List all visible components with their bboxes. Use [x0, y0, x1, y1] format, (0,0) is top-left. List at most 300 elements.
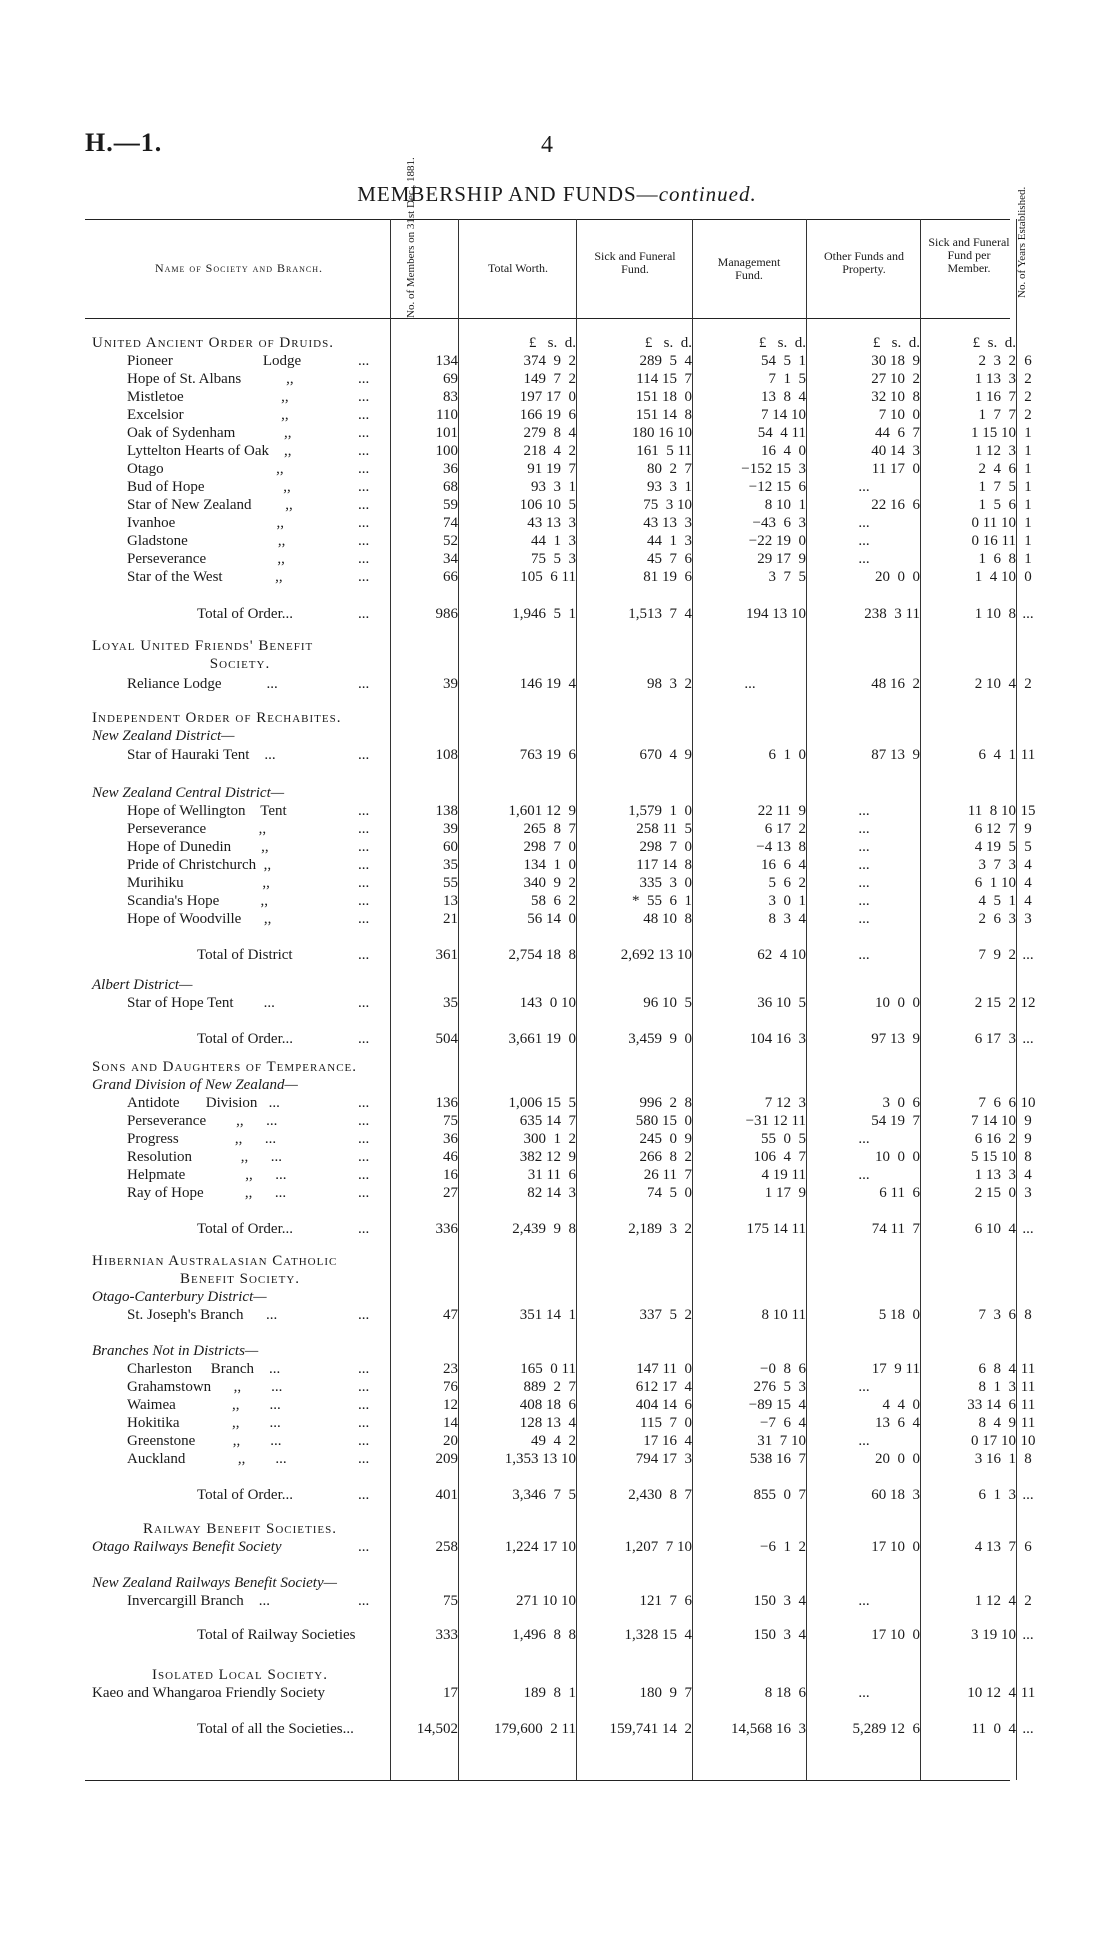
row-name: Mistletoe ,, [127, 389, 289, 405]
row-leader-dots: ... [358, 803, 370, 819]
cell-of: ... [858, 1593, 870, 1609]
row-name: New Zealand Central District— [92, 785, 285, 801]
row-name: Sons and Daughters of Temperance. [92, 1059, 358, 1075]
cell-mf: 54 5 1 [761, 353, 806, 369]
cell-sf: 81 19 6 [643, 569, 692, 585]
cell-yrs: 8 [1024, 1307, 1032, 1323]
row-name: Oak of Sydenham ,, [127, 425, 292, 441]
cell-mem: 986 [435, 606, 458, 622]
cell-mem: 401 [435, 1487, 458, 1503]
row-leader-dots: ... [358, 1361, 370, 1377]
cell-sf: 48 10 8 [643, 911, 692, 927]
row-name: Perseverance ,, [127, 821, 267, 837]
cell-mem: 14,502 [416, 1721, 458, 1737]
cell-mf: 5 6 2 [768, 875, 806, 891]
cell-tw: 2,754 18 8 [508, 947, 576, 963]
table-row [0, 460, 1114, 478]
cell-yrs: 1 [1024, 497, 1032, 513]
cell-pm: 8 4 9 [978, 1415, 1016, 1431]
cell-sf: 44 1 3 [647, 533, 692, 549]
cell-sf: 180 9 7 [639, 1685, 692, 1701]
row-name: Total of Railway Societies [197, 1627, 356, 1643]
row-name: Perseverance ,, ... [127, 1113, 278, 1129]
cell-mem: 16 [443, 1167, 458, 1183]
table-row [0, 1306, 1114, 1324]
cell-yrs: ... [1022, 1221, 1034, 1237]
cell-mf: 8 10 11 [761, 1307, 806, 1323]
cell-mf: −0 8 6 [760, 1361, 806, 1377]
row-leader-dots: ... [358, 1307, 370, 1323]
cell-pm: 4 13 7 [974, 1539, 1016, 1555]
row-name: Reliance Lodge ... [127, 676, 278, 692]
cell-of: 40 14 3 [871, 443, 920, 459]
cell-mem: 74 [443, 515, 458, 531]
cell-sf: 17 16 4 [643, 1433, 692, 1449]
cell-mem: 21 [443, 911, 458, 927]
row-name: Invercargill Branch ... [127, 1593, 271, 1609]
cell-mem: 36 [443, 1131, 458, 1147]
table-row [0, 1058, 1114, 1076]
cell-pm: 8 1 3 [978, 1379, 1016, 1395]
row-leader-dots: ... [358, 461, 370, 477]
cell-mf: 55 0 5 [761, 1131, 806, 1147]
row-name: Star of the West ,, [127, 569, 283, 585]
cell-of: ... [858, 803, 870, 819]
cell-sf: 258 11 5 [636, 821, 692, 837]
cell-tw: 91 19 7 [527, 461, 576, 477]
cell-yrs: 1 [1024, 443, 1032, 459]
title-italic: continued. [658, 182, 757, 206]
cell-tw: 265 8 7 [523, 821, 576, 837]
cell-mem: 76 [443, 1379, 458, 1395]
cell-yrs: 3 [1024, 1185, 1032, 1201]
cell-pm: 2 15 0 [974, 1185, 1016, 1201]
table-row [0, 892, 1114, 910]
row-leader-dots: ... [358, 479, 370, 495]
table-row [0, 1720, 1114, 1738]
row-leader-dots: ... [358, 1451, 370, 1467]
table-row [0, 1414, 1114, 1432]
cell-of: ... [858, 911, 870, 927]
cell-tw: 382 12 9 [519, 1149, 576, 1165]
page-number: 4 [541, 132, 553, 158]
table-row [0, 675, 1114, 693]
cell-mf: −43 6 3 [752, 515, 806, 531]
header-other-funds: Other Funds and Property. [824, 249, 904, 276]
cell-sf: 115 7 0 [640, 1415, 692, 1431]
table-row [0, 1684, 1114, 1702]
cell-of: 54 19 7 [871, 1113, 920, 1129]
row-leader-dots: ... [358, 911, 370, 927]
cell-of: ... [858, 551, 870, 567]
table-row [0, 910, 1114, 928]
table-row [0, 637, 1114, 655]
table-row [0, 994, 1114, 1012]
row-leader-dots: ... [358, 1167, 370, 1183]
cell-mf: 22 11 9 [757, 803, 806, 819]
cell-of: 5 18 0 [878, 1307, 920, 1323]
row-name: Antidote Division ... [127, 1095, 280, 1111]
cell-mem: 209 [435, 1451, 458, 1467]
cell-mf: 6 1 0 [768, 747, 806, 763]
header-total-worth: Total Worth. [488, 261, 548, 275]
cell-sf: 180 16 10 [632, 425, 692, 441]
cell-of: 97 13 9 [871, 1031, 920, 1047]
row-leader-dots: ... [358, 443, 370, 459]
cell-of: 30 18 9 [871, 353, 920, 369]
cell-yrs: 0 [1024, 569, 1032, 585]
cell-of: ... [858, 479, 870, 495]
cell-pm: 3 16 1 [974, 1451, 1016, 1467]
cell-yrs: ... [1022, 1627, 1034, 1643]
table-row [0, 1574, 1114, 1592]
cell-yrs: 3 [1024, 911, 1032, 927]
cell-tw: 189 8 1 [523, 1685, 576, 1701]
cell-mem: 101 [435, 425, 458, 441]
table-row [0, 406, 1114, 424]
cell-mem: 75 [443, 1593, 458, 1609]
cell-of: 32 10 8 [871, 389, 920, 405]
row-name: Hibernian Australasian Catholic [92, 1253, 338, 1269]
cell-mem: 68 [443, 479, 458, 495]
table-row [0, 550, 1114, 568]
cell-tw: 105 6 11 [520, 569, 576, 585]
row-name: Star of New Zealand ,, [127, 497, 293, 513]
table-row [0, 514, 1114, 532]
cell-pm: 6 17 3 [974, 1031, 1016, 1047]
cell-mem: 23 [443, 1361, 458, 1377]
cell-pm: 1 16 7 [974, 389, 1016, 405]
cell-sf: 1,513 7 4 [628, 606, 692, 622]
cell-of: 20 0 0 [875, 1451, 920, 1467]
row-leader-dots: ... [358, 533, 370, 549]
cell-mf: 3 7 5 [768, 569, 806, 585]
table-row [0, 1486, 1114, 1504]
row-leader-dots: ... [358, 1221, 370, 1237]
cell-yrs: 9 [1024, 1113, 1032, 1129]
cell-pm: 6 12 7 [974, 821, 1016, 837]
row-name: Railway Benefit Societies. [143, 1521, 337, 1537]
cell-yrs: 1 [1024, 551, 1032, 567]
row-name: Waimea ,, ... [127, 1397, 281, 1413]
cell-sf: 298 7 0 [639, 839, 692, 855]
page-identifier: H.—1. [85, 128, 163, 157]
table-row [0, 1112, 1114, 1130]
cell-mf: 29 17 9 [757, 551, 806, 567]
cell-tw: 58 6 2 [531, 893, 576, 909]
cell-pm: 1 15 10 [971, 425, 1016, 441]
row-name: Pride of Christchurch ,, [127, 857, 272, 873]
cell-of: ... [858, 875, 870, 891]
row-name: Benefit Society. [179, 1271, 301, 1287]
row-leader-dots: ... [358, 515, 370, 531]
cell-pm: 1 13 3 [974, 371, 1016, 387]
table-bottom-rule [85, 1780, 1010, 1781]
cell-of: 74 11 7 [871, 1221, 920, 1237]
cell-pm: 7 9 2 [978, 947, 1016, 963]
cell-mem: 136 [435, 1095, 458, 1111]
cell-sf: 794 17 3 [635, 1451, 692, 1467]
row-name: Pioneer Lodge [127, 353, 302, 369]
cell-of: ... [858, 1433, 870, 1449]
cell-mf: 36 10 5 [757, 995, 806, 1011]
cell-mf: 8 18 6 [764, 1685, 806, 1701]
cell-yrs: 4 [1024, 875, 1032, 891]
cell-mem: 52 [443, 533, 458, 549]
cell-mf: ... [744, 676, 756, 692]
cell-pm: 7 3 6 [978, 1307, 1016, 1323]
cell-pm: 0 11 10 [971, 515, 1016, 531]
cell-of: ... [858, 533, 870, 549]
cell-mem: 36 [443, 461, 458, 477]
cell-mf: 104 16 3 [749, 1031, 806, 1047]
cell-mf: 6 17 2 [764, 821, 806, 837]
cell-of: 17 10 0 [871, 1627, 920, 1643]
cell-mem: 138 [435, 803, 458, 819]
cell-sf: 1,579 1 0 [628, 803, 692, 819]
cell-tw: 374 9 2 [523, 353, 576, 369]
cell-mem: 39 [443, 821, 458, 837]
cell-mf: 1 17 9 [764, 1185, 806, 1201]
cell-of: 7 10 0 [878, 407, 920, 423]
row-leader-dots: ... [358, 1539, 370, 1555]
cell-pm: 7 6 6 [978, 1095, 1016, 1111]
cell-sf: 289 5 4 [639, 353, 692, 369]
cell-pm: 4 19 5 [974, 839, 1016, 855]
cell-sf: 114 15 7 [636, 371, 692, 387]
cell-sf: 612 17 4 [635, 1379, 692, 1395]
table-row [0, 709, 1114, 727]
cell-sf: 159,741 14 2 [609, 1721, 692, 1737]
row-name: Hokitika ,, ... [127, 1415, 281, 1431]
cell-pm: 33 14 6 [967, 1397, 1016, 1413]
row-leader-dots: ... [358, 1593, 370, 1609]
cell-yrs: 9 [1024, 821, 1032, 837]
cell-of: 10 0 0 [875, 995, 920, 1011]
cell-mf: 194 13 10 [746, 606, 806, 622]
table-row [0, 1148, 1114, 1166]
row-leader-dots: ... [358, 1149, 370, 1165]
table-row [0, 1130, 1114, 1148]
cell-yrs: 4 [1024, 1167, 1032, 1183]
row-name: United Ancient Order of Druids. [92, 335, 334, 351]
cell-sf: 670 4 9 [639, 747, 692, 763]
cell-pm: 2 3 2 [978, 353, 1016, 369]
cell-yrs: 1 [1024, 515, 1032, 531]
row-leader-dots: ... [358, 1095, 370, 1111]
header-members: No. of Members on 31st Dec., 1881. [405, 157, 417, 318]
cell-tw: 1,006 15 5 [508, 1095, 576, 1111]
table-row [0, 370, 1114, 388]
cell-of: 13 6 4 [875, 1415, 920, 1431]
cell-pm: 1 12 3 [974, 443, 1016, 459]
cell-sf: 93 3 1 [647, 479, 692, 495]
row-name: Kaeo and Whangaroa Friendly Society [92, 1685, 325, 1701]
cell-mf: 8 3 4 [768, 911, 806, 927]
row-name: Resolution ,, ... [127, 1149, 283, 1165]
row-leader-dots: ... [358, 371, 370, 387]
row-leader-dots: ... [358, 1131, 370, 1147]
cell-tw: 3,661 19 0 [508, 1031, 576, 1047]
cell-tw: 165 0 11 [520, 1361, 576, 1377]
cell-tw: 146 19 4 [519, 676, 576, 692]
row-leader-dots: ... [358, 1397, 370, 1413]
cell-of: 48 16 2 [871, 676, 920, 692]
cell-of: ... [858, 515, 870, 531]
cell-tw: 179,600 2 11 [494, 1721, 576, 1737]
row-leader-dots: ... [358, 821, 370, 837]
cell-mf: 62 4 10 [757, 947, 806, 963]
cell-mf: 538 16 7 [749, 1451, 806, 1467]
cell-mem: 75 [443, 1113, 458, 1129]
cell-pm: 3 19 10 [971, 1627, 1016, 1643]
cell-tw: 2,439 9 8 [512, 1221, 576, 1237]
cell-mf: 3 0 1 [768, 893, 806, 909]
cell-of: 6 11 6 [879, 1185, 920, 1201]
cell-sf: 404 14 6 [635, 1397, 692, 1413]
cell-tw: 1,353 13 10 [504, 1451, 576, 1467]
cell-tw: 1,224 17 10 [504, 1539, 576, 1555]
cell-yrs: 10 [1020, 1095, 1036, 1111]
cell-of: ... [858, 1685, 870, 1701]
cell-tw: 134 1 0 [523, 857, 576, 873]
cell-sf: 3,459 9 0 [628, 1031, 692, 1047]
table-row [0, 1538, 1114, 1556]
table-row [0, 820, 1114, 838]
cell-tw: 408 18 6 [519, 1397, 576, 1413]
cell-yrs: 8 [1024, 1451, 1032, 1467]
table-row [0, 946, 1114, 964]
cell-mf: 7 14 10 [761, 407, 806, 423]
row-name: Hope of Dunedin ,, [127, 839, 269, 855]
cell-of: 87 13 9 [871, 747, 920, 763]
cell-mem: 333 [435, 1627, 458, 1643]
table-row [0, 802, 1114, 820]
cell-of: 17 9 11 [871, 1361, 920, 1377]
cell-mf: 175 14 11 [746, 1221, 806, 1237]
row-leader-dots: ... [358, 875, 370, 891]
row-name: Gladstone ,, [127, 533, 286, 549]
cell-mem: 14 [443, 1415, 458, 1431]
row-name: Star of Hope Tent ... [127, 995, 275, 1011]
cell-sf: 74 5 0 [647, 1185, 692, 1201]
cell-pm: 3 7 3 [978, 857, 1016, 873]
cell-sf: 147 11 0 [636, 1361, 692, 1377]
cell-of: 3 0 6 [882, 1095, 920, 1111]
table-row [0, 1288, 1114, 1306]
cell-mem: 83 [443, 389, 458, 405]
cell-mem: 46 [443, 1149, 458, 1165]
cell-of: ... [858, 1379, 870, 1395]
table-row [0, 976, 1114, 994]
cell-pm: 2 15 2 [974, 995, 1016, 1011]
cell-mem: 110 [436, 407, 458, 423]
cell-of: 10 0 0 [875, 1149, 920, 1165]
cell-tw: 106 10 5 [519, 497, 576, 513]
cell-yrs: 1 [1024, 533, 1032, 549]
cell-pm: 7 14 10 [971, 1113, 1016, 1129]
row-name: Otago Railways Benefit Society [92, 1539, 282, 1555]
cell-mem: 55 [443, 875, 458, 891]
cell-tw: 340 9 2 [523, 875, 576, 891]
cell-yrs: 2 [1024, 1593, 1032, 1609]
row-name: Grand Division of New Zealand— [92, 1077, 298, 1093]
row-name: Scandia's Hope ,, [127, 893, 269, 909]
cell-pm: 2 4 6 [978, 461, 1016, 477]
header-per-member: Sick and Funeral Fund per Member. [928, 235, 1010, 275]
row-name: Society. [209, 656, 271, 672]
cell-of: 17 10 0 [871, 1539, 920, 1555]
table-row [0, 442, 1114, 460]
header-years: No. of Years Established. [1016, 186, 1028, 298]
cell-tw: 351 14 1 [519, 1307, 576, 1323]
cell-tw: 271 10 10 [516, 1593, 576, 1609]
row-name: Star of Hauraki Tent ... [127, 747, 276, 763]
cell-tw: 197 17 0 [519, 389, 576, 405]
cell-mem: 108 [435, 747, 458, 763]
row-leader-dots: ... [358, 606, 370, 622]
cell-tw: 49 4 2 [531, 1433, 576, 1449]
cell-tw: 889 2 7 [523, 1379, 576, 1395]
cell-yrs: 11 [1020, 1397, 1036, 1413]
cell-pm: 1 12 4 [974, 1593, 1016, 1609]
row-name: Perseverance ,, [127, 551, 285, 567]
cell-sf: £ s. d. [644, 335, 692, 351]
cell-tw: 218 4 2 [523, 443, 576, 459]
table-row [0, 655, 1114, 673]
cell-yrs: 11 [1020, 1415, 1036, 1431]
cell-mf: 16 6 4 [761, 857, 806, 873]
table-row [0, 1270, 1114, 1288]
table-header-rule [85, 318, 1010, 319]
row-name: Progress ,, ... [127, 1131, 277, 1147]
row-name: Hope of Wellington Tent [127, 803, 287, 819]
row-leader-dots: ... [358, 676, 370, 692]
cell-tw: 635 14 7 [519, 1113, 576, 1129]
table-row [0, 874, 1114, 892]
row-name: Total of all the Societies... [197, 1721, 354, 1737]
cell-yrs: 9 [1024, 1131, 1032, 1147]
table-row [0, 1094, 1114, 1112]
cell-of: ... [858, 1131, 870, 1147]
cell-mf: −12 15 6 [748, 479, 806, 495]
cell-mf: 31 7 10 [757, 1433, 806, 1449]
table-row [0, 1666, 1114, 1684]
row-name: Loyal United Friends' Benefit [92, 638, 314, 654]
cell-pm: 1 6 8 [978, 551, 1016, 567]
cell-yrs: 4 [1024, 857, 1032, 873]
table-top-rule [85, 219, 1010, 220]
cell-pm: 5 15 10 [971, 1149, 1016, 1165]
row-leader-dots: ... [358, 425, 370, 441]
cell-mf: 14,568 16 3 [731, 1721, 806, 1737]
cell-mf: −4 13 8 [756, 839, 806, 855]
cell-pm: £ s. d. [972, 335, 1016, 351]
cell-yrs: 4 [1024, 893, 1032, 909]
cell-of: ... [858, 947, 870, 963]
table-row [0, 1592, 1114, 1610]
cell-yrs: 11 [1020, 1379, 1036, 1395]
table-row [0, 1432, 1114, 1450]
table-row [0, 1360, 1114, 1378]
row-name: Bud of Hope ,, [127, 479, 291, 495]
cell-tw: 1,946 5 1 [512, 606, 576, 622]
row-name: Auckland ,, ... [127, 1451, 287, 1467]
cell-of: 4 4 0 [882, 1397, 920, 1413]
cell-sf: 245 0 9 [639, 1131, 692, 1147]
cell-yrs: 5 [1024, 839, 1032, 855]
cell-tw: 166 19 6 [519, 407, 576, 423]
